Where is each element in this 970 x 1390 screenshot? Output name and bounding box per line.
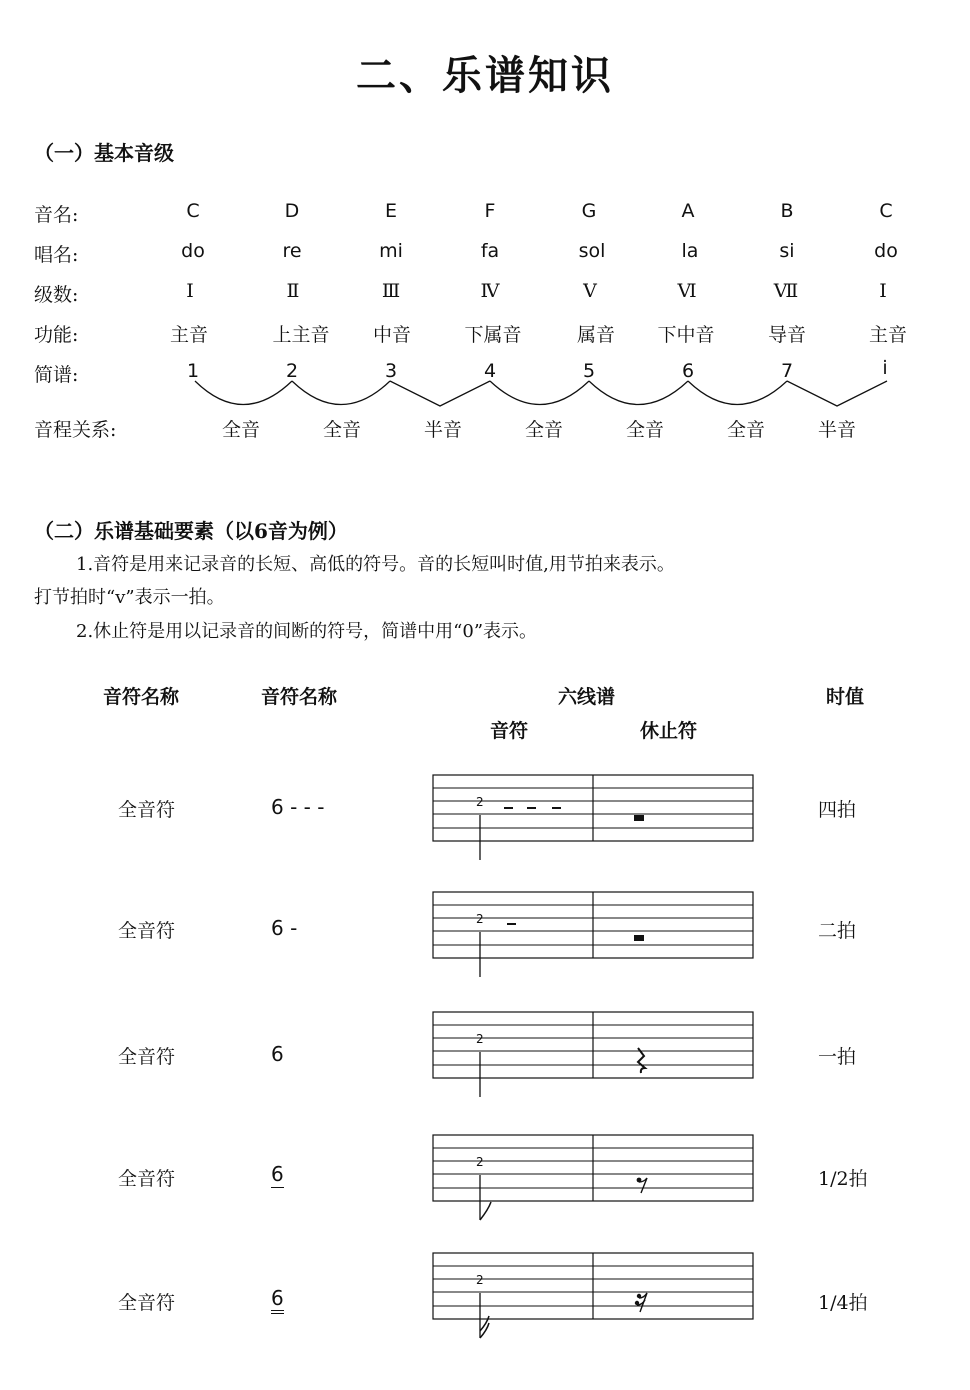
row-note-name: 全音符 bbox=[118, 1168, 176, 1190]
jianpu-cell: 2 bbox=[285, 360, 299, 382]
whole-rest-icon bbox=[634, 815, 644, 821]
row-jianpu: 6 bbox=[271, 1162, 284, 1186]
row-duration: 一拍 bbox=[818, 1046, 857, 1068]
function-cell: 中音 bbox=[372, 324, 411, 346]
col-subheader-rest: 休止符 bbox=[640, 720, 698, 742]
label-note-name: 音名: bbox=[34, 204, 79, 226]
note-name-cell: C bbox=[879, 200, 893, 222]
half-rest-icon bbox=[634, 935, 644, 941]
note-name-cell: D bbox=[284, 200, 300, 222]
note-flag bbox=[480, 1202, 491, 1220]
paragraph-2: 2.休止符是用以记录音的间断的符号，简谱中用“0”表示。 bbox=[76, 621, 538, 642]
function-cell: 主音 bbox=[868, 324, 907, 346]
degree-cell: Ⅰ bbox=[879, 280, 887, 302]
tab-fret-number: 2 bbox=[476, 912, 484, 926]
tab-fret-number: 2 bbox=[476, 1155, 484, 1169]
slur-semitone bbox=[787, 381, 887, 406]
slur bbox=[292, 381, 390, 405]
solfege-cell: si bbox=[779, 240, 795, 262]
row-duration: 1/2拍 bbox=[818, 1168, 868, 1190]
interval-cell: 全音 bbox=[221, 419, 260, 441]
slur bbox=[490, 381, 589, 405]
tab-staff bbox=[433, 775, 753, 860]
slur bbox=[688, 381, 787, 405]
tab-staff bbox=[433, 1135, 753, 1220]
interval-slurs bbox=[195, 381, 887, 406]
note-flag bbox=[480, 1316, 489, 1331]
row-jianpu: 6 bbox=[271, 1042, 284, 1066]
interval-cell: 半音 bbox=[817, 419, 856, 441]
solfege-cell: la bbox=[681, 240, 699, 262]
tab-staff bbox=[433, 1253, 753, 1338]
row-duration: 1/4拍 bbox=[818, 1292, 868, 1314]
note-name-cell: F bbox=[484, 200, 496, 222]
row-note-name: 全音符 bbox=[118, 1292, 176, 1314]
section1-heading: （一）基本音级 bbox=[34, 141, 174, 165]
note-name-cell: B bbox=[780, 200, 794, 222]
label-degree: 级数: bbox=[34, 284, 79, 306]
col-subheader-note: 音符 bbox=[490, 720, 529, 742]
row-note-name: 全音符 bbox=[118, 799, 176, 821]
paragraph-1-cont: 打节拍时“v”表示一拍。 bbox=[34, 587, 225, 608]
solfege-cell: do bbox=[181, 240, 205, 262]
section2-heading: （二）乐谱基础要素（以6音为例） bbox=[34, 519, 348, 543]
col-header-jianpu: 音符名称 bbox=[261, 686, 338, 708]
degree-cell: Ⅴ bbox=[583, 280, 597, 302]
col-header-name: 音符名称 bbox=[103, 686, 180, 708]
function-cell: 主音 bbox=[169, 324, 208, 346]
tab-staff bbox=[433, 892, 753, 977]
solfege-cell: sol bbox=[578, 240, 606, 262]
degree-cell: Ⅱ bbox=[286, 280, 300, 302]
function-cell: 属音 bbox=[576, 324, 615, 346]
solfege-cell: do bbox=[874, 240, 898, 262]
note-name-cell: A bbox=[681, 200, 695, 222]
jianpu-cell: 7 bbox=[780, 360, 794, 382]
jianpu-cell: 5 bbox=[582, 360, 596, 382]
tab-fret-number: 2 bbox=[476, 1032, 484, 1046]
label-function: 功能: bbox=[34, 324, 79, 346]
jianpu-cell: 1 bbox=[186, 360, 200, 382]
interval-cell: 全音 bbox=[625, 419, 664, 441]
slur bbox=[195, 381, 292, 405]
jianpu-cell: 3 bbox=[384, 360, 398, 382]
note-name-cell: G bbox=[581, 200, 597, 222]
degree-cell: Ⅶ bbox=[773, 280, 799, 302]
label-interval: 音程关系: bbox=[34, 419, 117, 441]
row-jianpu: 6 - - - bbox=[271, 795, 325, 819]
tab-fret-number: 2 bbox=[476, 1273, 484, 1287]
interval-cell: 全音 bbox=[726, 419, 765, 441]
degree-cell: Ⅲ bbox=[381, 280, 401, 302]
col-header-duration: 时值 bbox=[826, 686, 865, 708]
function-cell: 导音 bbox=[767, 324, 806, 346]
degree-cell: Ⅵ bbox=[677, 280, 697, 302]
col-header-tab: 六线谱 bbox=[558, 686, 616, 708]
row-duration: 二拍 bbox=[818, 920, 857, 942]
jianpu-cell: 4 bbox=[483, 360, 497, 382]
row-jianpu: 6 bbox=[271, 1286, 284, 1314]
tab-staff bbox=[433, 1012, 753, 1097]
jianpu-cell: i̇ bbox=[882, 357, 888, 379]
row-jianpu: 6 - bbox=[271, 916, 298, 940]
row-duration: 四拍 bbox=[818, 799, 857, 821]
tab-fret-number: 2 bbox=[476, 795, 484, 809]
label-solfege: 唱名: bbox=[34, 244, 79, 266]
paragraph-1: 1.音符是用来记录音的长短、高低的符号。音的长短叫时值,用节拍来表示。 bbox=[76, 554, 675, 575]
solfege-cell: re bbox=[282, 240, 302, 262]
function-cell: 下属音 bbox=[464, 324, 522, 346]
interval-cell: 全音 bbox=[322, 419, 361, 441]
note-name-cell: C bbox=[186, 200, 200, 222]
slur-semitone bbox=[390, 381, 490, 406]
interval-cell: 全音 bbox=[524, 419, 563, 441]
degree-cell: Ⅳ bbox=[480, 280, 500, 302]
note-name-cell: E bbox=[384, 200, 397, 222]
degree-cell: Ⅰ bbox=[186, 280, 194, 302]
row-note-name: 全音符 bbox=[118, 920, 176, 942]
slur bbox=[589, 381, 688, 405]
quarter-rest-icon bbox=[638, 1048, 645, 1073]
function-cell: 上主音 bbox=[272, 324, 330, 346]
page-title: 二、乐谱知识 bbox=[356, 52, 614, 99]
function-cell: 下中音 bbox=[657, 324, 715, 346]
label-jianpu: 简谱: bbox=[34, 364, 79, 386]
jianpu-cell: 6 bbox=[681, 360, 695, 382]
solfege-cell: fa bbox=[480, 240, 500, 262]
interval-cell: 半音 bbox=[423, 419, 462, 441]
solfege-cell: mi bbox=[379, 240, 403, 262]
row-note-name: 全音符 bbox=[118, 1046, 176, 1068]
